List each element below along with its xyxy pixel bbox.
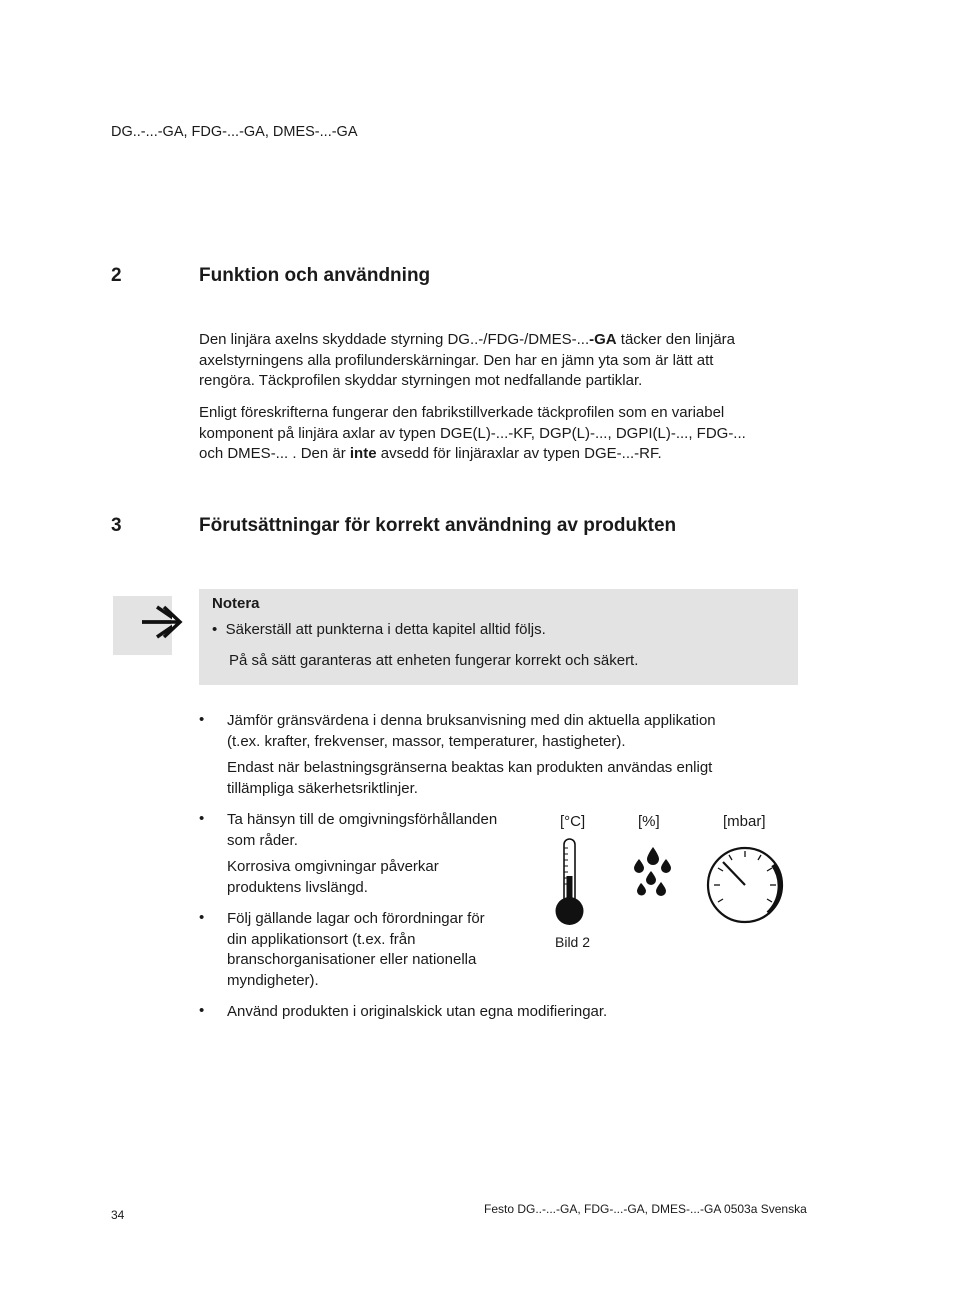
bullet-2-line-2: som råder. [227,831,298,849]
bullet-4: Använd produkten i originalskick utan egna modifieringar. [227,1003,608,1020]
bullet-2-sub-1: Korrosiva omgivningar påverkar [227,858,439,876]
bullet-dot-1: • [199,711,205,728]
note-bullet [212,621,546,638]
unit-celsius: [°C] [560,813,586,830]
bullet-1-sub-2: tillämpliga säkerhetsriktlinjer. [227,779,418,797]
bullet-3-line-3: branschorganisationer eller nationella [227,951,477,969]
p1-line1-bold: -GA [589,331,617,348]
note-box [199,589,798,685]
unit-mbar: [mbar] [723,813,766,830]
p1-line2: axelstyrningens alla profilunderskärningar. Den har en jämn yta som är lätt att [199,351,714,369]
footer-doc-reference: Festo DG..-...-GA, FDG-...-GA, DMES-...-GA 0503a Svenska [484,1202,807,1216]
section-3-title: Förutsättningar för korrekt användning av produkten [199,515,677,536]
bullet-3-line-2: din applikationsort (t.ex. från [227,930,416,948]
note-bullet-symbol: • [212,621,218,638]
p2-line2: komponent på linjära axlar av typen DGE(L)-...-KF, DGP(L)-..., DGPI(L)-..., FDG-... [199,424,746,442]
bullet-3-line-4: myndigheter). [227,971,319,989]
figure-caption: Bild 2 [555,934,591,950]
p1-line1-a: Den linjära axelns skyddade styrning DG..-/FDG-/DMES-... [199,331,590,348]
p2-line1: Enligt föreskrifterna fungerar den fabrikstillverkade täckprofilen som en variabel [199,404,725,421]
p1-line1-b: täcker den linjära [616,331,736,348]
bullet-3-line-1: Följ gällande lagar och förordningar för [227,910,485,927]
section-2-title: Funktion och användning [199,265,431,286]
bullet-dot-2: • [199,810,205,827]
unit-percent: [%] [638,813,660,830]
section-2-paragraph-1 [199,330,799,392]
note-bullet-text: Säkerställ att punkterna i detta kapitel alltid följs. [225,621,546,638]
bullet-1-line-2: (t.ex. krafter, frekvenser, massor, temperaturer, hastigheter). [227,732,626,750]
bullet-1 [227,711,787,799]
p2-line3-a: och DMES-... . Den är [199,445,350,463]
arrow-icon-overlay [140,603,186,643]
bullet-3 [227,909,537,991]
pressure-gauge-icon [704,845,788,925]
bullet-2 [227,810,537,898]
bullet-1-sub-1: Endast när belastningsgränserna beaktas kan produkten användas enligt [227,759,713,777]
humidity-drops-icon [629,843,675,901]
p2-line3-bold: inte [349,445,377,463]
p1-line3: rengöra. Täckprofilen skyddar styrningen mot nedfallande partiklar. [199,372,643,390]
note-title: Notera [212,595,260,612]
running-header: DG..-...-GA, FDG-...-GA, DMES-...-GA [111,124,358,140]
thermometer-icon [552,836,588,928]
section-2-number: 2 [111,265,122,286]
bullet-2-sub-2: produktens livslängd. [227,878,368,896]
p2-line3-b: avsedd för linjäraxlar av typen DGE-...-RF. [376,445,662,463]
section-3-number: 3 [111,515,122,536]
bullet-dot-3: • [199,909,205,926]
section-2-paragraph-2 [199,403,799,465]
bullet-2-line-1: Ta hänsyn till de omgivningsförhållanden [227,811,498,828]
page-number: 34 [111,1208,125,1222]
bullet-dot-4: • [199,1002,205,1019]
note-subtext: På så sätt garanteras att enheten fungerar korrekt och säkert. [229,652,639,669]
bullet-1-line-1: Jämför gränsvärdena i denna bruksanvisning med din aktuella applikation [227,712,716,729]
